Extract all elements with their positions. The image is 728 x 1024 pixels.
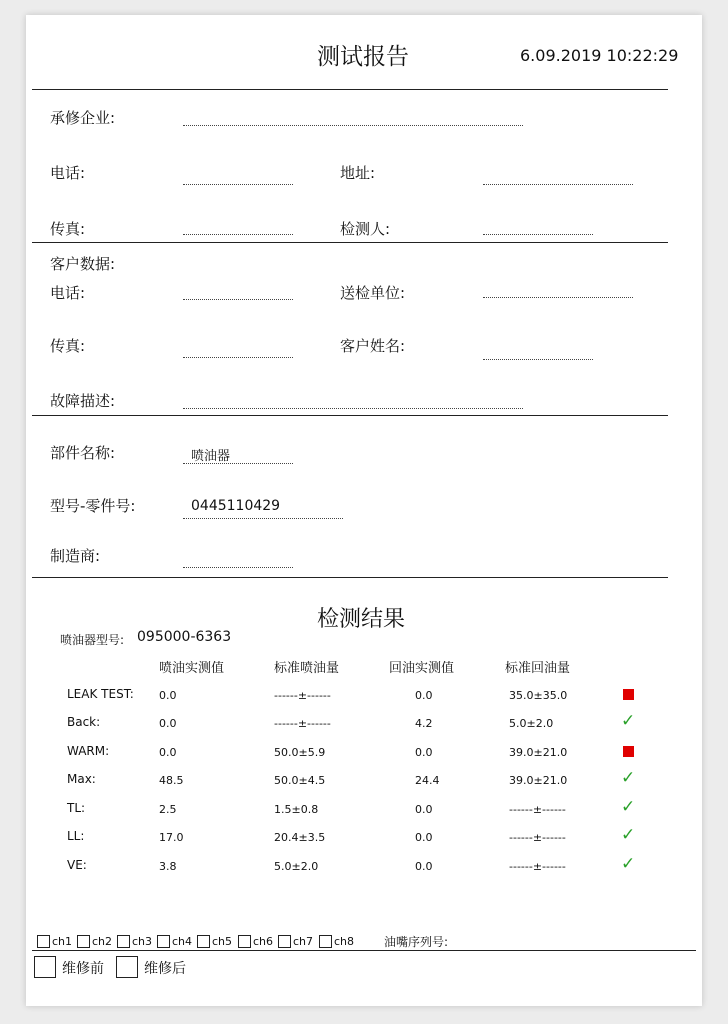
pass-check-icon: ✓ (621, 825, 636, 845)
fax-label: 传真: (50, 220, 86, 238)
inj-measured: 48.5 (159, 774, 184, 787)
divider (32, 577, 668, 578)
ch3-label: ch3 (132, 935, 153, 948)
ret-measured: 0.0 (415, 746, 433, 759)
col-ret-measured: 回油实测值 (389, 661, 455, 676)
model-label: 型号-零件号: (50, 497, 136, 515)
fax-field[interactable] (183, 234, 293, 235)
customer-name-label: 客户姓名: (340, 337, 406, 355)
row-label: Back: (67, 715, 101, 729)
ch8-label: ch8 (334, 935, 355, 948)
col-ret-standard: 标准回油量 (505, 661, 571, 676)
report-page (26, 15, 702, 1006)
part-name-value: 喷油器 (191, 449, 231, 464)
row-label: Max: (67, 772, 96, 786)
customer-section-label: 客户数据: (50, 255, 116, 273)
after-repair-label: 维修后 (144, 961, 186, 977)
report-title: 测试报告 (317, 44, 409, 70)
model-field[interactable] (183, 518, 343, 519)
phone-field[interactable] (183, 184, 293, 185)
customer-phone-label: 电话: (50, 284, 86, 302)
inspector-label: 检测人: (340, 220, 391, 238)
inj-measured: 0.0 (159, 746, 177, 759)
ret-standard: 35.0±35.0 (509, 689, 568, 702)
ret-measured: 4.2 (415, 717, 433, 730)
company-label: 承修企业: (50, 109, 116, 127)
ret-standard: 39.0±21.0 (509, 746, 568, 759)
ch6-checkbox[interactable] (238, 935, 251, 948)
inj-standard: 5.0±2.0 (274, 860, 319, 873)
ret-measured: 0.0 (415, 803, 433, 816)
customer-fax-label: 传真: (50, 337, 86, 355)
inj-measured: 0.0 (159, 689, 177, 702)
part-name-field[interactable] (183, 463, 293, 464)
ch7-label: ch7 (293, 935, 314, 948)
sender-label: 送检单位: (340, 284, 406, 302)
inj-standard: ------±------ (274, 689, 331, 702)
ch7-checkbox[interactable] (278, 935, 291, 948)
customer-fax-field[interactable] (183, 357, 293, 358)
ret-measured: 0.0 (415, 689, 433, 702)
inspector-field[interactable] (483, 234, 593, 235)
sender-field[interactable] (483, 297, 633, 298)
inj-measured: 3.8 (159, 860, 177, 873)
maker-field[interactable] (183, 567, 293, 568)
results-title: 检测结果 (317, 607, 406, 632)
pass-check-icon: ✓ (621, 768, 636, 788)
inj-standard: 50.0±4.5 (274, 774, 326, 787)
pass-check-icon: ✓ (621, 711, 636, 731)
maker-label: 制造商: (50, 547, 101, 565)
customer-name-field[interactable] (483, 359, 593, 360)
ret-measured: 0.0 (415, 860, 433, 873)
ch5-label: ch5 (212, 935, 233, 948)
before-repair-checkbox[interactable] (34, 956, 56, 978)
fault-label: 故障描述: (50, 392, 116, 410)
before-repair-label: 维修前 (62, 961, 104, 977)
inj-measured: 2.5 (159, 803, 177, 816)
ch2-label: ch2 (92, 935, 113, 948)
ret-standard: ------±------ (509, 860, 566, 873)
after-repair-checkbox[interactable] (116, 956, 138, 978)
divider (32, 89, 668, 90)
ch5-checkbox[interactable] (197, 935, 210, 948)
inj-standard: 50.0±5.9 (274, 746, 326, 759)
col-inj-standard: 标准喷油量 (274, 661, 340, 676)
company-field[interactable] (183, 125, 523, 126)
inj-standard: ------±------ (274, 717, 331, 730)
fault-field[interactable] (183, 408, 523, 409)
part-name-label: 部件名称: (50, 444, 116, 462)
ret-standard: 5.0±2.0 (509, 717, 554, 730)
ch4-checkbox[interactable] (157, 935, 170, 948)
injector-model-value: 095000-6363 (137, 629, 232, 645)
divider (32, 415, 668, 416)
divider (32, 242, 668, 243)
pass-check-icon: ✓ (621, 854, 636, 874)
divider (32, 950, 696, 951)
address-field[interactable] (483, 184, 633, 185)
ch8-checkbox[interactable] (319, 935, 332, 948)
ret-standard: ------±------ (509, 803, 566, 816)
ch4-label: ch4 (172, 935, 193, 948)
address-label: 地址: (340, 164, 376, 182)
ch1-label: ch1 (52, 935, 73, 948)
fail-status-icon (623, 746, 634, 757)
ch6-label: ch6 (253, 935, 274, 948)
ret-standard: 39.0±21.0 (509, 774, 568, 787)
ch1-checkbox[interactable] (37, 935, 50, 948)
inj-measured: 17.0 (159, 831, 184, 844)
injector-model-label: 喷油器型号: (60, 633, 125, 647)
ret-standard: ------±------ (509, 831, 566, 844)
customer-phone-field[interactable] (183, 299, 293, 300)
ch2-checkbox[interactable] (77, 935, 90, 948)
row-label: LEAK TEST: (67, 687, 134, 701)
inj-standard: 1.5±0.8 (274, 803, 319, 816)
phone-label: 电话: (50, 164, 86, 182)
report-timestamp: 6.09.2019 10:22:29 (520, 46, 679, 65)
row-label: LL: (67, 829, 85, 843)
inj-standard: 20.4±3.5 (274, 831, 326, 844)
row-label: WARM: (67, 744, 110, 758)
fail-status-icon (623, 689, 634, 700)
model-value: 0445110429 (191, 498, 281, 514)
inj-measured: 0.0 (159, 717, 177, 730)
col-inj-measured: 喷油实测值 (159, 661, 225, 676)
ret-measured: 0.0 (415, 831, 433, 844)
ch3-checkbox[interactable] (117, 935, 130, 948)
pass-check-icon: ✓ (621, 797, 636, 817)
ret-measured: 24.4 (415, 774, 440, 787)
row-label: TL: (67, 801, 86, 815)
nozzle-serial-label: 油嘴序列号: (384, 935, 449, 949)
row-label: VE: (67, 858, 87, 872)
